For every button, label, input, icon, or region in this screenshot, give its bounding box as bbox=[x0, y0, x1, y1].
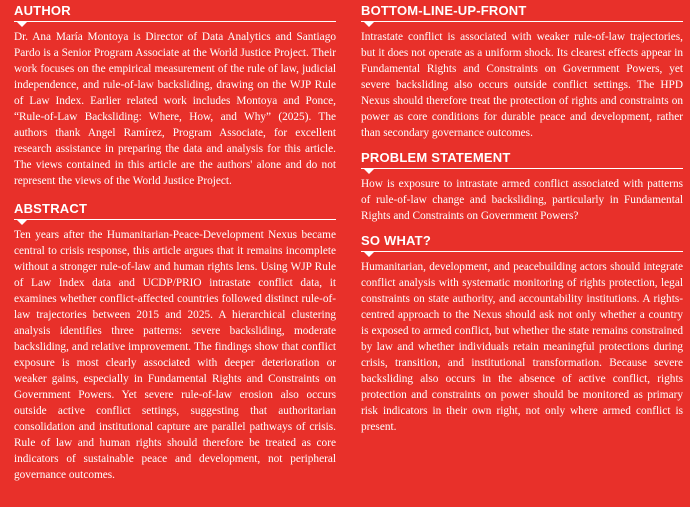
author-heading: AUTHOR bbox=[14, 3, 71, 18]
author-text: Dr. Ana María Montoya is Director of Data Analytics and Santiago Pardo is a Senior Program Associate at the World Justice Project. Their work focuses on the empirical measurement of the rule of law, judicial independence, and rule-of-law backsliding, drawing on the WJP Rule of Law Index. Earlier related work includes Montoya and Ponce, “Rule-of-Law Backsliding: Where, How, and Why” (2025). The authors thank Angel Ramírez, Program Associate, for excellent research assistance in preparing the data and analysis for this article. The views contained in this article are the authors' alone and do not represent the views of the World Justice Project. bbox=[14, 31, 336, 187]
triangle-marker-icon bbox=[363, 168, 375, 174]
bluf-text: Intrastate conflict is associated with weaker rule-of-law trajectories, but it does not operate as a uniform shock. Its clearest effects appear in Fundamental Rights and Constraints on Government Powers, yet severe backsliding also occurs outside conflict settings. The HPD Nexus should therefore treat the protection of rights and constraints on power as core conditions for durable peace and development, rather than secondary governance outcomes. bbox=[361, 31, 683, 139]
author-divider bbox=[14, 21, 336, 22]
sowhat-divider bbox=[361, 251, 683, 252]
triangle-marker-icon bbox=[16, 219, 28, 225]
triangle-marker-icon bbox=[16, 21, 28, 27]
abstract-text: Ten years after the Humanitarian-Peace-Development Nexus became central to crisis response, this article argues that it remains incomplete without a stronger rule-of-law and human rights lens. Using WJP Rule of Law Index data and UCDP/PRIO intrastate conflict data, it examines whether conflict-affected countries followed distinct rule-of-law trajectories between 2015 and 2025. A hierarchical clustering analysis identifies three patterns: severe backsliding, moderate backsliding, and relative improvement. The findings show that conflict exposure is most clearly associated with deeper deterioration or weaker gains, especially in Fundamental Rights and Constraints on Government Powers. Yet severe rule-of-law erosion also occurs outside active conflict settings, suggesting that authoritarian consolidation and institutional capture are parallel pathways of crisis. Rule of law and human rights should therefore be treated as core indicators of sustainable peace and development, not peripheral governance outcomes. bbox=[14, 229, 336, 481]
problem-text: How is exposure to intrastate armed conflict associated with patterns of rule-of-law change and backsliding, particularly in Fundamental Rights and Constraints on Government Powers? bbox=[361, 178, 683, 222]
sowhat-heading: SO WHAT? bbox=[361, 233, 431, 248]
problem-heading: PROBLEM STATEMENT bbox=[361, 150, 511, 165]
abstract-heading: ABSTRACT bbox=[14, 201, 88, 216]
left-column bbox=[14, 0, 336, 483]
bluf-heading: BOTTOM-LINE-UP-FRONT bbox=[361, 3, 527, 18]
triangle-marker-icon bbox=[363, 251, 375, 257]
sowhat-text: Humanitarian, development, and peacebuilding actors should integrate conflict analysis with systematic monitoring of rights protection, legal constraints on state authority, and accountability institutions. A rights-centred approach to the Nexus should ask not only whether a country is exposed to armed conflict, but whether the state remains constrained by law and whether individuals retain meaningful protections during crisis, transition, and institutional transformation. Because severe backsliding also occurs in the absence of active conflict, rights protection and constraints on power should be monitored as primary risk indicators in their own right, not only where armed conflict is present. bbox=[361, 261, 683, 433]
abstract-divider bbox=[14, 219, 336, 220]
bluf-divider bbox=[361, 21, 683, 22]
triangle-marker-icon bbox=[363, 21, 375, 27]
problem-divider bbox=[361, 168, 683, 169]
right-column bbox=[361, 0, 683, 435]
